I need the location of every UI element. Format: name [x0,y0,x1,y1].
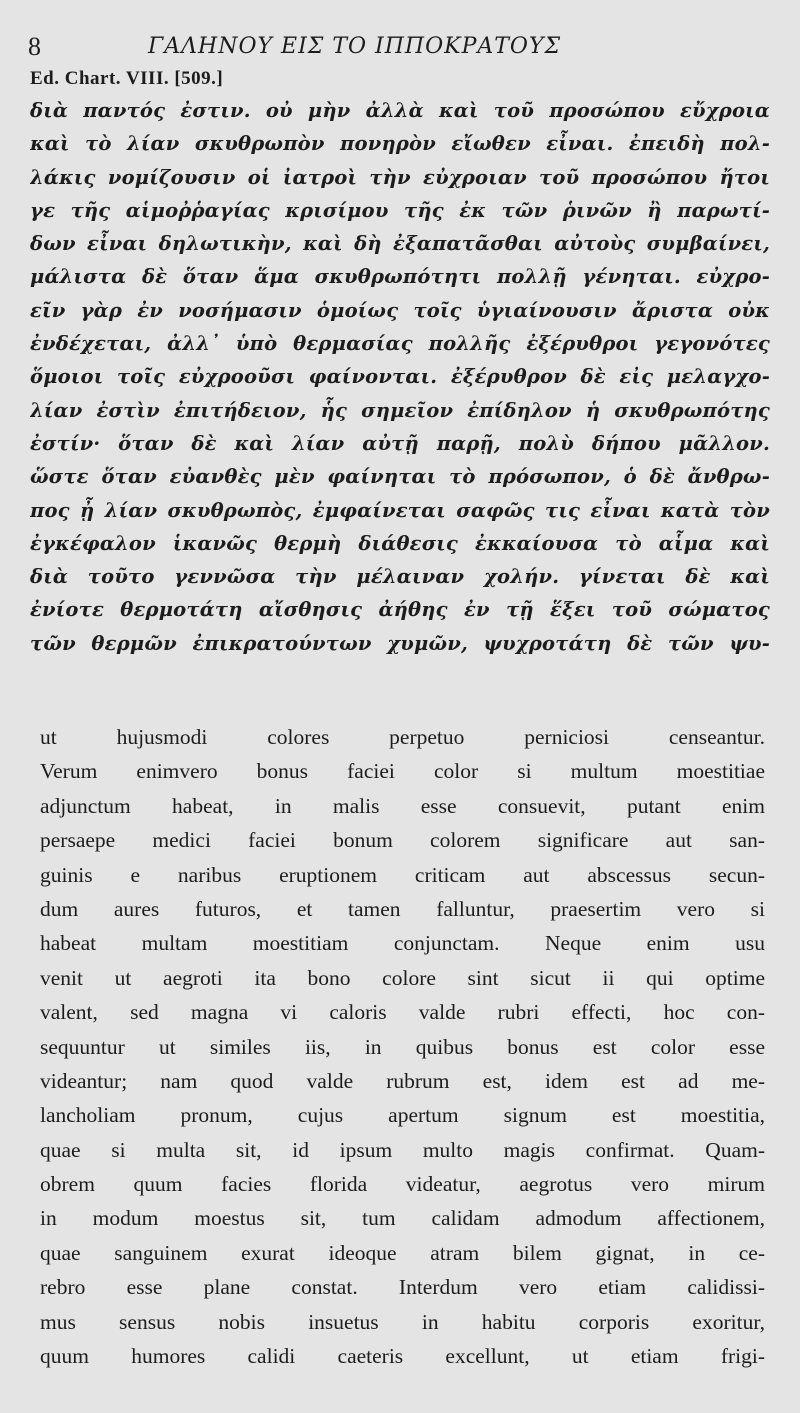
page-number: 8 [28,32,41,61]
greek-line: γε τῆς αἱμοῤῥαγίας κρισίμου τῆς ἐκ τῶν ῥινῶν ἢ παρωτί- [30,198,770,222]
page-header [28,32,768,66]
latin-line: videantur; nam quod valde rubrum est, idem est ad me- [40,1068,765,1093]
latin-line: quae si multa sit, id ipsum multo magis confirmat. Quam- [40,1137,765,1162]
greek-line: λίαν ἐστὶν ἐπιτήδειον, ἧς σημεῖον ἐπίδηλον ἡ σκυθρωπότης [30,398,770,422]
greek-line: διὰ παντός ἐστιν. οὐ μὴν ἀλλὰ καὶ τοῦ προσώπου εὔχροια [30,99,770,122]
greek-line: ἐνδέχεται, ἀλλ᾽ ὑπὸ θερμασίας πολλῆς ἐξέρυθροι γεγονότες [30,332,770,356]
edition-reference: Ed. Chart. VIII. [509.] [30,68,224,89]
greek-text-block [30,94,770,660]
latin-line: sequuntur ut similes iis, in quibus bonus est color esse [40,1034,765,1059]
latin-line: adjunctum habeat, in malis esse consuevit, putant enim [40,793,765,818]
greek-line: ἐστίν· ὅταν δὲ καὶ λίαν αὐτῇ παρῇ, πολὺ δήπου μᾶλλον. [30,431,770,455]
greek-line: ὅμοιοι τοῖς εὐχροοῦσι φαίνονται. ἐξέρυθρον δὲ εἰς μελαγχο- [30,365,770,389]
latin-line: in modum moestus sit, tum calidam admodum affectionem, [40,1206,765,1231]
latin-line: guinis e naribus eruptionem criticam aut abscessus secun- [40,862,765,887]
latin-line: venit ut aegroti ita bono colore sint sicut ii qui optime [40,965,765,990]
latin-text-block [40,720,765,1373]
latin-line: valent, sed magna vi caloris valde rubri effecti, hoc con- [40,1000,765,1025]
latin-line: habeat multam moestitiam conjunctam. Neque enim usu [40,931,765,956]
latin-line: persaepe medici faciei bonum colorem significare aut san- [40,828,765,853]
greek-line: ἐγκέφαλον ἱκανῶς θερμὴ διάθεσις ἐκκαίουσα τὸ αἷμα καὶ [30,531,770,555]
latin-line: mus sensus nobis insuetus in habitu corporis exoritur, [40,1309,765,1334]
greek-line: λάκις νομίζουσιν οἱ ἰατροὶ τὴν εὐχροιαν τοῦ προσώπου ἤτοι [30,165,770,189]
greek-line: διὰ τοῦτο γεννῶσα τὴν μέλαιναν χολήν. γίνεται δὲ καὶ [30,565,770,589]
running-head: ΓΑΛΗΝΟΥ ΕΙΣ ΤΟ ΙΠΠΟΚΡΑΤΟΥΣ [148,34,562,59]
greek-line: μάλιστα δὲ ὅταν ἅμα σκυθρωπότητι πολλῇ γένηται. εὐχρο- [30,265,770,289]
latin-line: dum aures futuros, et tamen falluntur, praesertim vero si [40,896,765,921]
latin-line: Verum enimvero bonus faciei color si multum moestitiae [40,759,765,784]
latin-line: ut hujusmodi colores perpetuo perniciosi censeantur. [40,725,765,749]
greek-line: δων εἶναι δηλωτικὴν, καὶ δὴ ἐξαπατᾶσθαι αὐτοὺς συμβαίνει, [30,232,770,256]
greek-line: ὥστε ὅταν εὐανθὲς μὲν φαίνηται τὸ πρόσωπον, ὁ δὲ ἄνθρω- [30,465,770,489]
greek-line: καὶ τὸ λίαν σκυθρωπὸν πονηρὸν εἴωθεν εἶναι. ἐπειδὴ πολ- [30,132,770,156]
latin-line: quae sanguinem exurat ideoque atram bilem gignat, in ce- [40,1240,765,1265]
greek-line: εῖν γὰρ ἐν νοσήμασιν ὁμοίως τοῖς ὑγιαίνουσιν ἄριστα οὐκ [30,298,770,322]
latin-line: quum humores calidi caeteris excellunt, ut etiam frigi- [40,1344,765,1369]
greek-line: ἐνίοτε θερμοτάτη αἴσθησις ἀήθης ἐν τῇ ἕξει τοῦ σώματος [30,598,770,622]
latin-line: lancholiam pronum, cujus apertum signum est moestitia, [40,1103,765,1128]
greek-line: τῶν θερμῶν ἐπικρατούντων χυμῶν, ψυχροτάτη δὲ τῶν ψυ- [30,631,770,655]
latin-line: obrem quum facies florida videatur, aegrotus vero mirum [40,1172,765,1197]
greek-line: πος ᾖ λίαν σκυθρωπὸς, ἐμφαίνεται σαφῶς τις εἶναι κατὰ τὸν [30,498,770,522]
latin-line: rebro esse plane constat. Interdum vero etiam calidissi- [40,1275,765,1300]
